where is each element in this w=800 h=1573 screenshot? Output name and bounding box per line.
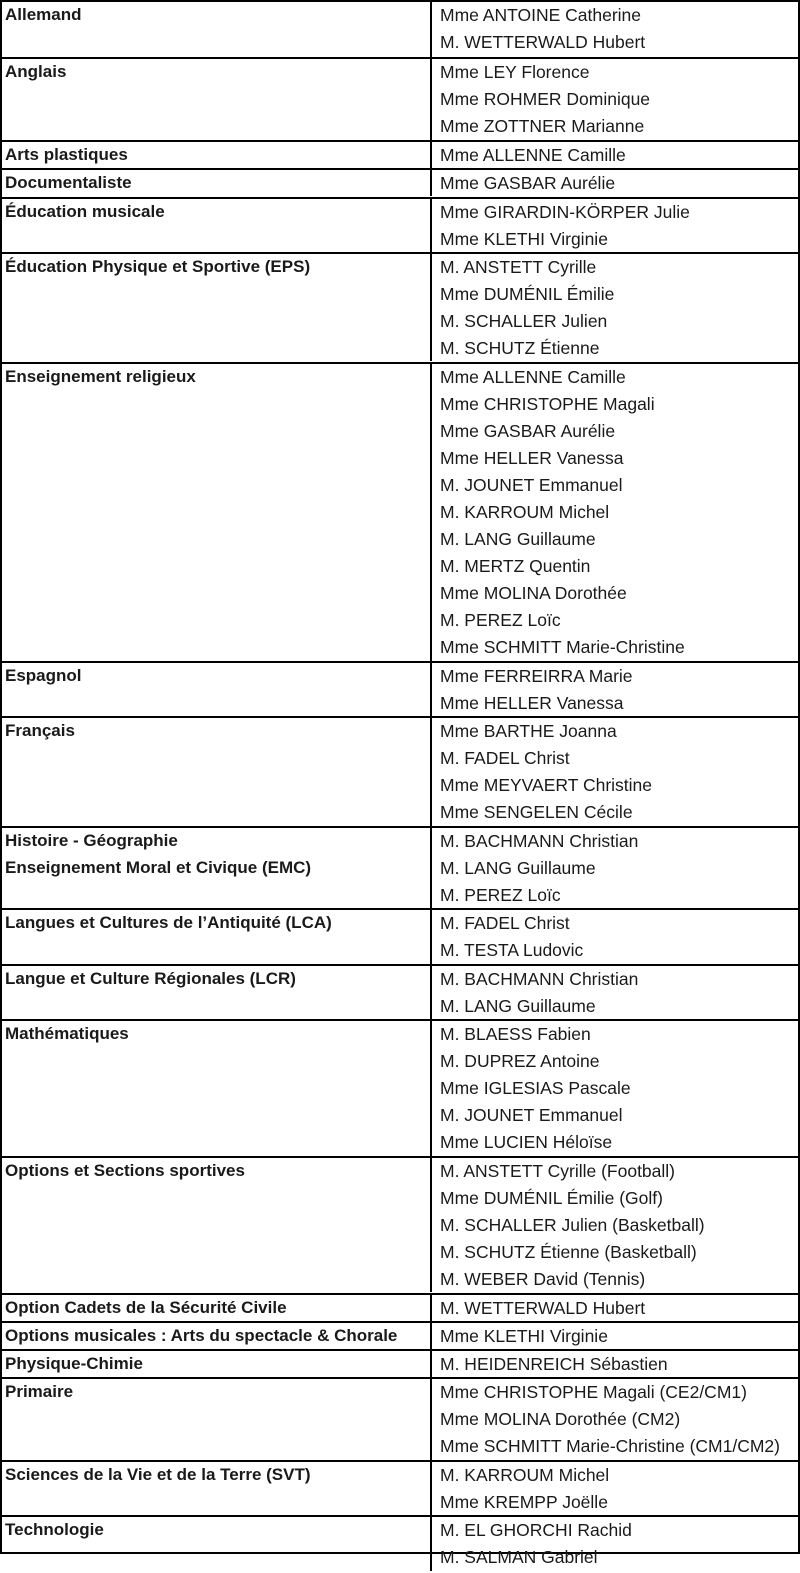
teacher-name: Mme HELLER Vanessa — [440, 692, 624, 713]
subject-cell — [2, 170, 432, 196]
teachers-cell — [432, 1379, 798, 1460]
subject-name: Anglais — [5, 62, 67, 82]
subject-cell — [2, 1295, 432, 1321]
table-row — [2, 1321, 798, 1349]
subject-cell — [2, 2, 432, 57]
teacher-name: M. KARROUM Michel — [440, 501, 610, 522]
table-row — [2, 1349, 798, 1377]
teacher-name: M. TESTA Ludovic — [440, 940, 584, 961]
teachers-cell — [432, 966, 798, 1019]
subject-cell — [2, 1379, 432, 1460]
subject-name: Sciences de la Vie et de la Terre (SVT) — [5, 1464, 311, 1484]
subject-cell — [2, 910, 432, 963]
teacher-name: Mme MOLINA Dorothée (CM2) — [440, 1409, 681, 1430]
subject-name: Options et Sections sportives — [5, 1160, 245, 1180]
subject-name: Enseignement religieux — [5, 366, 196, 386]
table-row — [2, 826, 798, 909]
teacher-name: M. DUPREZ Antoine — [440, 1051, 600, 1072]
subject-name: Histoire - Géographie — [5, 830, 178, 850]
teacher-name: M. BACHMANN Christian — [440, 830, 639, 851]
teacher-name: M. MERTZ Quentin — [440, 555, 591, 576]
teacher-name: Mme MEYVAERT Christine — [440, 775, 652, 796]
teachers-cell — [432, 910, 798, 963]
subject-name: Documentaliste — [5, 173, 132, 193]
teacher-name: Mme MOLINA Dorothée — [440, 582, 627, 603]
teacher-name: Mme DUMÉNIL Émilie (Golf) — [440, 1187, 663, 1208]
subject-name: Mathématiques — [5, 1024, 129, 1044]
teachers-cell — [432, 170, 798, 196]
teachers-cell — [432, 254, 798, 362]
teacher-name: M. EL GHORCHI Rachid — [440, 1520, 632, 1541]
table-row — [2, 908, 798, 963]
subject-cell — [2, 1351, 432, 1377]
teacher-name: Mme SCHMITT Marie-Christine — [440, 636, 685, 657]
teacher-name: M. LANG Guillaume — [440, 528, 596, 549]
table-row — [2, 2, 798, 57]
teacher-name: Mme GASBAR Aurélie — [440, 420, 616, 441]
subject-name: Primaire — [5, 1382, 74, 1402]
subject-cell — [2, 364, 432, 661]
teacher-name: Mme LUCIEN Héloïse — [440, 1132, 613, 1153]
teachers-cell — [432, 1462, 798, 1515]
teacher-name: M. SCHALLER Julien (Basketball) — [440, 1214, 705, 1235]
subject-name: Langues et Cultures de l’Antiquité (LCA) — [5, 913, 332, 933]
teacher-name: M. WETTERWALD Hubert — [440, 1297, 646, 1318]
subject-cell — [2, 718, 432, 826]
teachers-cell — [432, 59, 798, 140]
subject-name: Technologie — [5, 1520, 104, 1540]
teacher-name: M. HEIDENREICH Sébastien — [440, 1354, 668, 1375]
subject-cell — [2, 1021, 432, 1156]
teacher-name: Mme ZOTTNER Marianne — [440, 116, 645, 137]
subject-cell — [2, 966, 432, 1019]
subject-name: Espagnol — [5, 665, 82, 685]
subject-cell — [2, 663, 432, 716]
teacher-name: M. KARROUM Michel — [440, 1464, 610, 1485]
subject-name: Enseignement Moral et Civique (EMC) — [5, 857, 312, 877]
table-row — [2, 362, 798, 661]
teachers-cell — [432, 2, 798, 57]
teacher-name: Mme DUMÉNIL Émilie — [440, 283, 615, 304]
teacher-name: M. LANG Guillaume — [440, 857, 596, 878]
subject-name: Éducation Physique et Sportive (EPS) — [5, 256, 311, 276]
table-row — [2, 1019, 798, 1156]
table-row — [2, 57, 798, 140]
teacher-name: M. BACHMANN Christian — [440, 968, 639, 989]
teacher-name: Mme ALLENNE Camille — [440, 366, 626, 387]
table-row — [2, 1515, 798, 1570]
teachers-cell — [432, 1517, 798, 1570]
subject-name: Physique-Chimie — [5, 1354, 143, 1374]
teacher-name: Mme KLETHI Virginie — [440, 228, 608, 249]
teachers-cell — [432, 1351, 798, 1377]
teacher-name: M. SCHUTZ Étienne — [440, 337, 600, 358]
teacher-name: Mme ALLENNE Camille — [440, 144, 626, 165]
teacher-name: Mme IGLESIAS Pascale — [440, 1078, 631, 1099]
teachers-cell — [432, 1323, 798, 1349]
table-row — [2, 252, 798, 362]
teachers-cell — [432, 828, 798, 909]
teacher-name: M. LANG Guillaume — [440, 995, 596, 1016]
table-row — [2, 661, 798, 716]
table-row — [2, 964, 798, 1019]
teacher-name: Mme ROHMER Dominique — [440, 89, 651, 110]
subject-name: Langue et Culture Régionales (LCR) — [5, 968, 296, 988]
teacher-name: Mme BARTHE Joanna — [440, 721, 617, 742]
subject-cell — [2, 1517, 432, 1570]
table-row — [2, 1377, 798, 1460]
teacher-name: Mme ANTOINE Catherine — [440, 5, 641, 25]
teacher-name: M. SALMAN Gabriel — [440, 1547, 598, 1568]
teacher-name: M. FADEL Christ — [440, 748, 570, 769]
subject-name: Français — [5, 721, 75, 741]
teacher-name: Mme FERREIRRA Marie — [440, 665, 633, 686]
table-row — [2, 1293, 798, 1321]
subject-cell — [2, 1158, 432, 1293]
teacher-name: Mme KREMPP Joëlle — [440, 1491, 608, 1512]
teacher-name: M. FADEL Christ — [440, 913, 570, 934]
teacher-name: Mme CHRISTOPHE Magali (CE2/CM1) — [440, 1382, 747, 1403]
subject-name: Éducation musicale — [5, 201, 165, 221]
subject-name: Options musicales : Arts du spectacle & Chorale — [5, 1325, 398, 1345]
teacher-name: M. PEREZ Loïc — [440, 609, 561, 630]
table-row — [2, 168, 798, 196]
teacher-name: M. SCHALLER Julien — [440, 310, 608, 331]
teachers-cell — [432, 1021, 798, 1156]
teacher-name: Mme SCHMITT Marie-Christine (CM1/CM2) — [440, 1436, 780, 1457]
teacher-name: M. WEBER David (Tennis) — [440, 1268, 646, 1289]
teacher-name: M. SCHUTZ Étienne (Basketball) — [440, 1241, 697, 1262]
subject-cell — [2, 254, 432, 362]
teacher-name: Mme GASBAR Aurélie — [440, 173, 616, 194]
subject-name: Allemand — [5, 5, 82, 24]
teachers-cell — [432, 718, 798, 826]
table-row — [2, 1156, 798, 1293]
teacher-name: Mme SENGELEN Cécile — [440, 802, 633, 823]
subject-cell — [2, 59, 432, 140]
teacher-name: Mme KLETHI Virginie — [440, 1325, 608, 1346]
subject-cell — [2, 199, 432, 252]
teacher-name: M. ANSTETT Cyrille (Football) — [440, 1160, 675, 1181]
teachers-cell — [432, 663, 798, 716]
table-row — [2, 197, 798, 252]
subject-cell — [2, 142, 432, 168]
teacher-name: M. WETTERWALD Hubert — [440, 32, 646, 52]
teacher-name: Mme LEY Florence — [440, 62, 590, 83]
table-row — [2, 140, 798, 168]
teachers-cell — [432, 1295, 798, 1321]
teacher-name: M. PEREZ Loïc — [440, 884, 561, 905]
teacher-name: M. JOUNET Emmanuel — [440, 474, 623, 495]
subject-cell — [2, 1462, 432, 1515]
subject-name: Option Cadets de la Sécurité Civile — [5, 1297, 287, 1317]
teacher-name: Mme HELLER Vanessa — [440, 447, 624, 468]
teacher-name: M. JOUNET Emmanuel — [440, 1105, 623, 1126]
teacher-name: M. ANSTETT Cyrille — [440, 256, 597, 277]
teacher-name: M. BLAESS Fabien — [440, 1024, 591, 1045]
teachers-cell — [432, 1158, 798, 1293]
subject-name: Arts plastiques — [5, 144, 128, 164]
table-row — [2, 716, 798, 826]
teachers-cell — [432, 199, 798, 252]
teacher-name: Mme GIRARDIN-KÖRPER Julie — [440, 201, 690, 222]
subject-cell — [2, 828, 432, 909]
subject-cell — [2, 1323, 432, 1349]
teachers-cell — [432, 142, 798, 168]
teacher-name: Mme CHRISTOPHE Magali — [440, 393, 655, 414]
table-row — [2, 1460, 798, 1515]
teachers-cell — [432, 364, 798, 661]
